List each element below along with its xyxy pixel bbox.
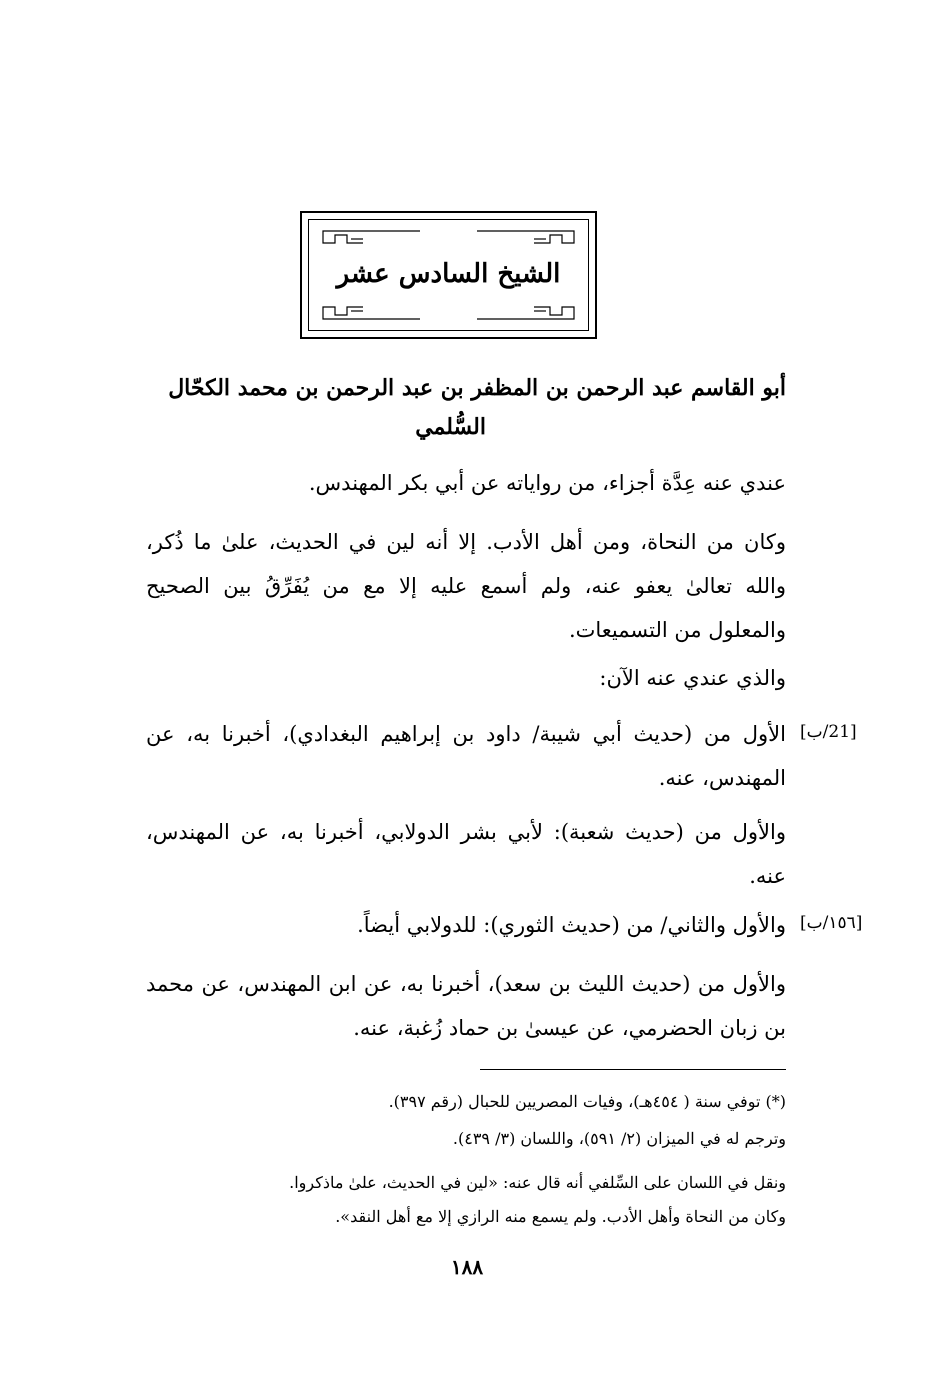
chapter-heading-frame [300,211,597,339]
paragraph-6: والأول والثاني/ من (حديث الثوري): للدولابي أيضاً. [357,913,786,937]
paragraph-7: والأول من (حديث الليث بن سعد)، أخبرنا به، عن ابن المهندس، عن محمد بن زبان الحضرمي، عن عيسىٰ بن حماد زُغبة، عنه. [146,972,786,1040]
margin-note-folio-2: [١٥٦/ب] [800,913,863,933]
footnote-3: ونقل في اللسان على السِّلفي أنه قال عنه: «لين في الحديث، علىٰ ماذكروا. [289,1173,786,1192]
shaykh-name-line2: السُّلمي [415,414,486,440]
margin-note-folio-1: [21/ب] [800,722,857,742]
paragraph-5: والأول من (حديث شعبة): لأبي بشر الدولابي، أخبرنا به، عن المهندس، عنه. [146,820,786,888]
footnote-4: وكان من النحاة وأهل الأدب. ولم يسمع منه الرازي إلا مع أهل النقد». [335,1207,786,1226]
chapter-title: الشيخ السادس عشر [336,259,561,289]
footnote-divider [480,1069,786,1070]
footnote-2: وترجم له في الميزان (٢/ ٥٩١)، واللسان (٣/ ٤٣٩). [452,1129,786,1148]
paragraph-1: عندي عنه عِدَّة أجزاء، من رواياته عن أبي بكر المهندس. [308,471,786,495]
page-number: ١٨٨ [450,1255,484,1279]
paragraph-3: والذي عندي عنه الآن: [599,666,786,690]
paragraph-4: الأول من (حديث أبي شيبة/ داود بن إبراهيم البغدادي)، أخبرنا به، عن المهندس، عنه. [146,722,786,790]
shaykh-name-line1: أبو القاسم عبد الرحمن بن المظفر بن عبد الرحمن بن محمد الكحّال [168,375,786,401]
paragraph-2: وكان من النحاة، ومن أهل الأدب. إلا أنه لين في الحديث، علىٰ ما ذُكر، والله تعالىٰ يعفو عنه، ولم أسمع عليه إلا مع من يُفَرِّقُ بين الصحيح والمعلول من التسميعات. [146,530,786,642]
footnote-1: (*) توفي سنة ( ٤٥٤هـ)، وفيات المصريين للحبال (رقم ٣٩٧). [388,1092,786,1111]
